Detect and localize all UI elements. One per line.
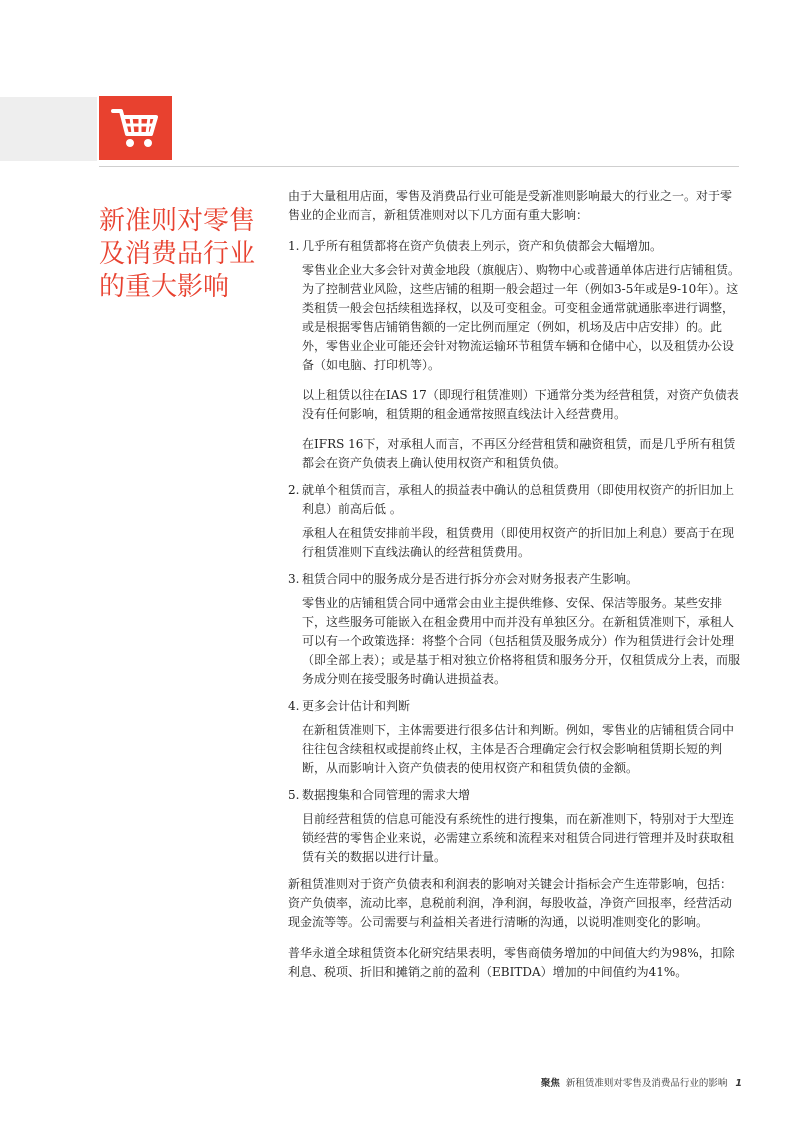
list-item-paragraph: 在新租赁准则下，主体需要进行很多估计和判断。例如，零售业的店铺租赁合同中往往包含续租权或提前终止权，主体是否合理确定会行权会影响租赁期长短的判断，从而影响计入资产负债表的使用权资产和租赁负债的金额。 xyxy=(302,723,735,775)
list-item-paragraph: 承租人在租赁安排前半段，租赁费用（即使用权资产的折旧加上利息）要高于在现行租赁准则下直线法确认的经营租赁费用。 xyxy=(302,526,735,559)
closing-paragraph: 新租赁准则对于资产负债表和利润表的影响对关键会计指标会产生连带影响，包括：资产负债率，流动比率，息税前利润，净利润，每股收益，净资产回报率，经营活动现金流等等。公司需要与利益相关者进行清晰的沟通，以说明准则变化的影响。 xyxy=(288,877,733,929)
list-item-number: 5. xyxy=(288,788,300,802)
list-item-title: 租赁合同中的服务成分是否进行拆分亦会对财务报表产生影响。 xyxy=(302,572,639,586)
list-item-paragraph: 零售业的店铺租赁合同中通常会由业主提供维修、安保、保洁等服务。某些安排下，这些服务可能嵌入在租金费用中而并没有单独区分。在新租赁准则下，承租人可以有一个政策选择：将整个合同（包括租赁及服务成分）作为租赁进行会计处理（即全部上表）；或是基于相对独立价格将租赁和服务分开，仅租赁成分上表，而服务成分则在接受服务时确认进损益表。 xyxy=(302,596,741,686)
list-item-paragraph: 在IFRS 16下，对承租人而言，不再区分经营租赁和融资租赁，而是几乎所有租赁都会在资产负债表上确认使用权资产和租赁负债。 xyxy=(302,437,736,470)
list-item xyxy=(288,481,740,562)
intro-paragraph: 由于大量租用店面，零售及消费品行业可能是受新准则影响最大的行业之一。对于零售业的企业而言，新租赁准则对以下几方面有重大影响： xyxy=(288,189,733,222)
list-item-paragraph: 目前经营租赁的信息可能没有系统性的进行搜集，而在新准则下，特别对于大型连锁经营的零售企业来说，必需建立系统和流程来对租赁合同进行管理并及时获取租赁有关的数据以进行计量。 xyxy=(302,812,735,864)
footer-label: 聚焦 xyxy=(540,1078,560,1089)
shopping-cart-icon xyxy=(111,106,161,150)
category-icon-box xyxy=(99,96,172,160)
header-grey-band xyxy=(0,97,97,161)
list-item-title: 几乎所有租赁都将在资产负债表上列示，资产和负债都会大幅增加。 xyxy=(302,239,663,253)
closing-paragraph: 普华永道全球租赁资本化研究结果表明，零售商债务增加的中间值大约为98%，扣除利息、税项、折旧和摊销之前的盈利（EBITDA）增加的中间值约为41%。 xyxy=(288,946,735,979)
list-item xyxy=(288,786,740,867)
list-item-number: 1. xyxy=(288,239,300,253)
main-content xyxy=(288,187,740,994)
list-item-title: 就单个租赁而言，承租人的损益表中确认的总租赁费用（即使用权资产的折旧加上利息）前高后低 。 xyxy=(302,483,735,516)
list-item-number: 4. xyxy=(288,699,300,713)
list-item-title: 更多会计估计和判断 xyxy=(302,699,411,713)
list-item xyxy=(288,697,740,778)
page-number: 1 xyxy=(735,1078,742,1089)
page-footer xyxy=(541,1075,742,1089)
header-divider xyxy=(99,166,739,167)
list-item-paragraph: 以上租赁以往在IAS 17（即现行租赁准则）下通常分类为经营租赁，对资产负债表没有任何影响，租赁期的租金通常按照直线法计入经营费用。 xyxy=(302,388,739,421)
page-title: 新准则对零售及消费品行业的重大影响 xyxy=(99,206,256,303)
list-item-title: 数据搜集和合同管理的需求大增 xyxy=(302,788,471,802)
list-item-number: 3. xyxy=(288,572,300,586)
footer-title: 新租赁准则对零售及消费品行业的影响 xyxy=(565,1078,728,1089)
list-item-number: 2. xyxy=(288,483,300,497)
list-item-paragraph: 零售业企业大多会针对黄金地段（旗舰店）、购物中心或普通单体店进行店铺租赁。为了控制营业风险，这些店铺的租期一般会超过一年（例如3-5年或是9-10年）。这类租赁一般会包括续租选择权，以及可变租金。可变租金通常就通胀率进行调整，或是根据零售店铺销售额的一定比例而厘定（例如，机场及店中店安排）的。此外，零售业企业可能还会针对物流运输环节租赁车辆和仓储中心，以及租赁办公设备（如电脑、打印机等）。 xyxy=(302,263,741,372)
list-item xyxy=(288,237,740,473)
list-item xyxy=(288,570,740,689)
